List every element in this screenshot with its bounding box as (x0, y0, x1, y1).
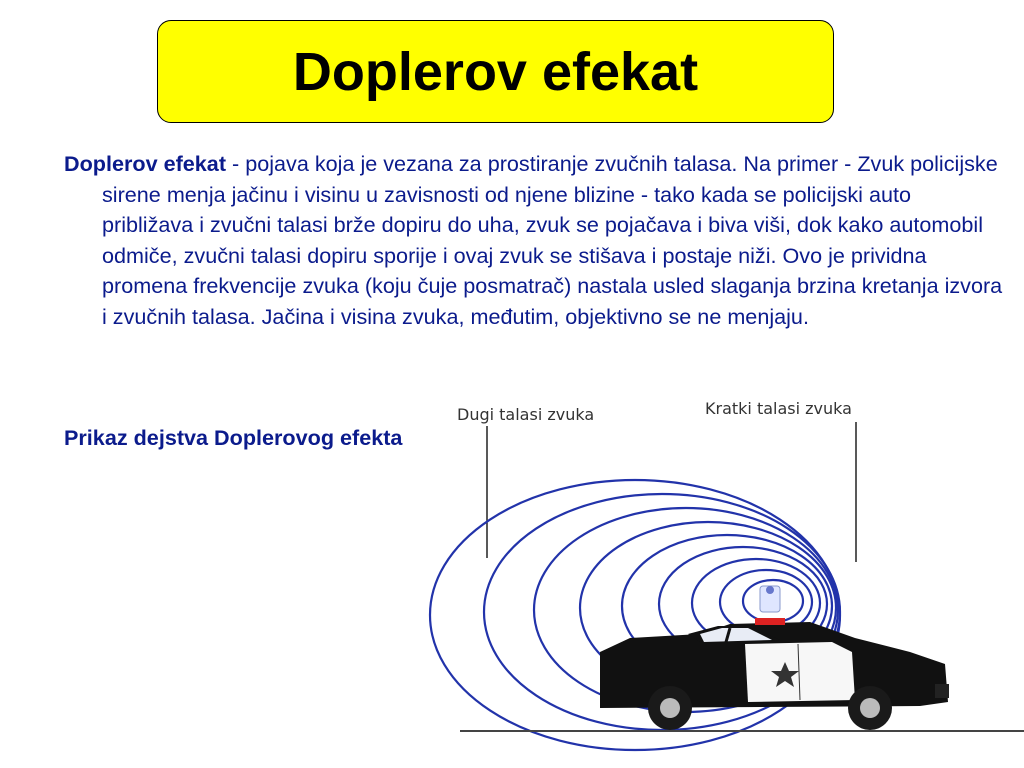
wave-ring (430, 480, 840, 750)
title-box (157, 20, 834, 123)
body-paragraph (64, 149, 1007, 332)
label-short-waves: Kratki talasi zvuka (705, 399, 852, 418)
slide-title: Doplerov efekat (292, 41, 699, 102)
body-lead-term: Doplerov efekat (64, 151, 227, 176)
siren-light (760, 586, 780, 612)
sound-waves (430, 480, 840, 750)
doppler-figure (400, 390, 1024, 768)
label-long-waves: Dugi talasi zvuka (457, 405, 595, 424)
figure-heading: Prikaz dejstva Doplerovog efekta (64, 425, 403, 450)
body-description: - pojava koja je vezana za prostiranje zvučnih talasa. Na primer - Zvuk policijske sirene menja jačinu i visinu u zavisnosti od njene blizine - tako kada se policijski auto približava i zvučni talasi brže dopiru do uha, zvuk se pojačava i biva viši, dok kako automobil odmiče, zvučni talasi dopiru sporije i ovaj zvuk se stišava i postaje niži. Ovo je prividna promena frekvencije zvuka (koju čuje posmatrač) nastala usled slaganja brzina kretanja izvora i zvučnih talasa. Jačina i visina zvuka, međutim, objektivno se ne menjaju. (102, 151, 1003, 329)
